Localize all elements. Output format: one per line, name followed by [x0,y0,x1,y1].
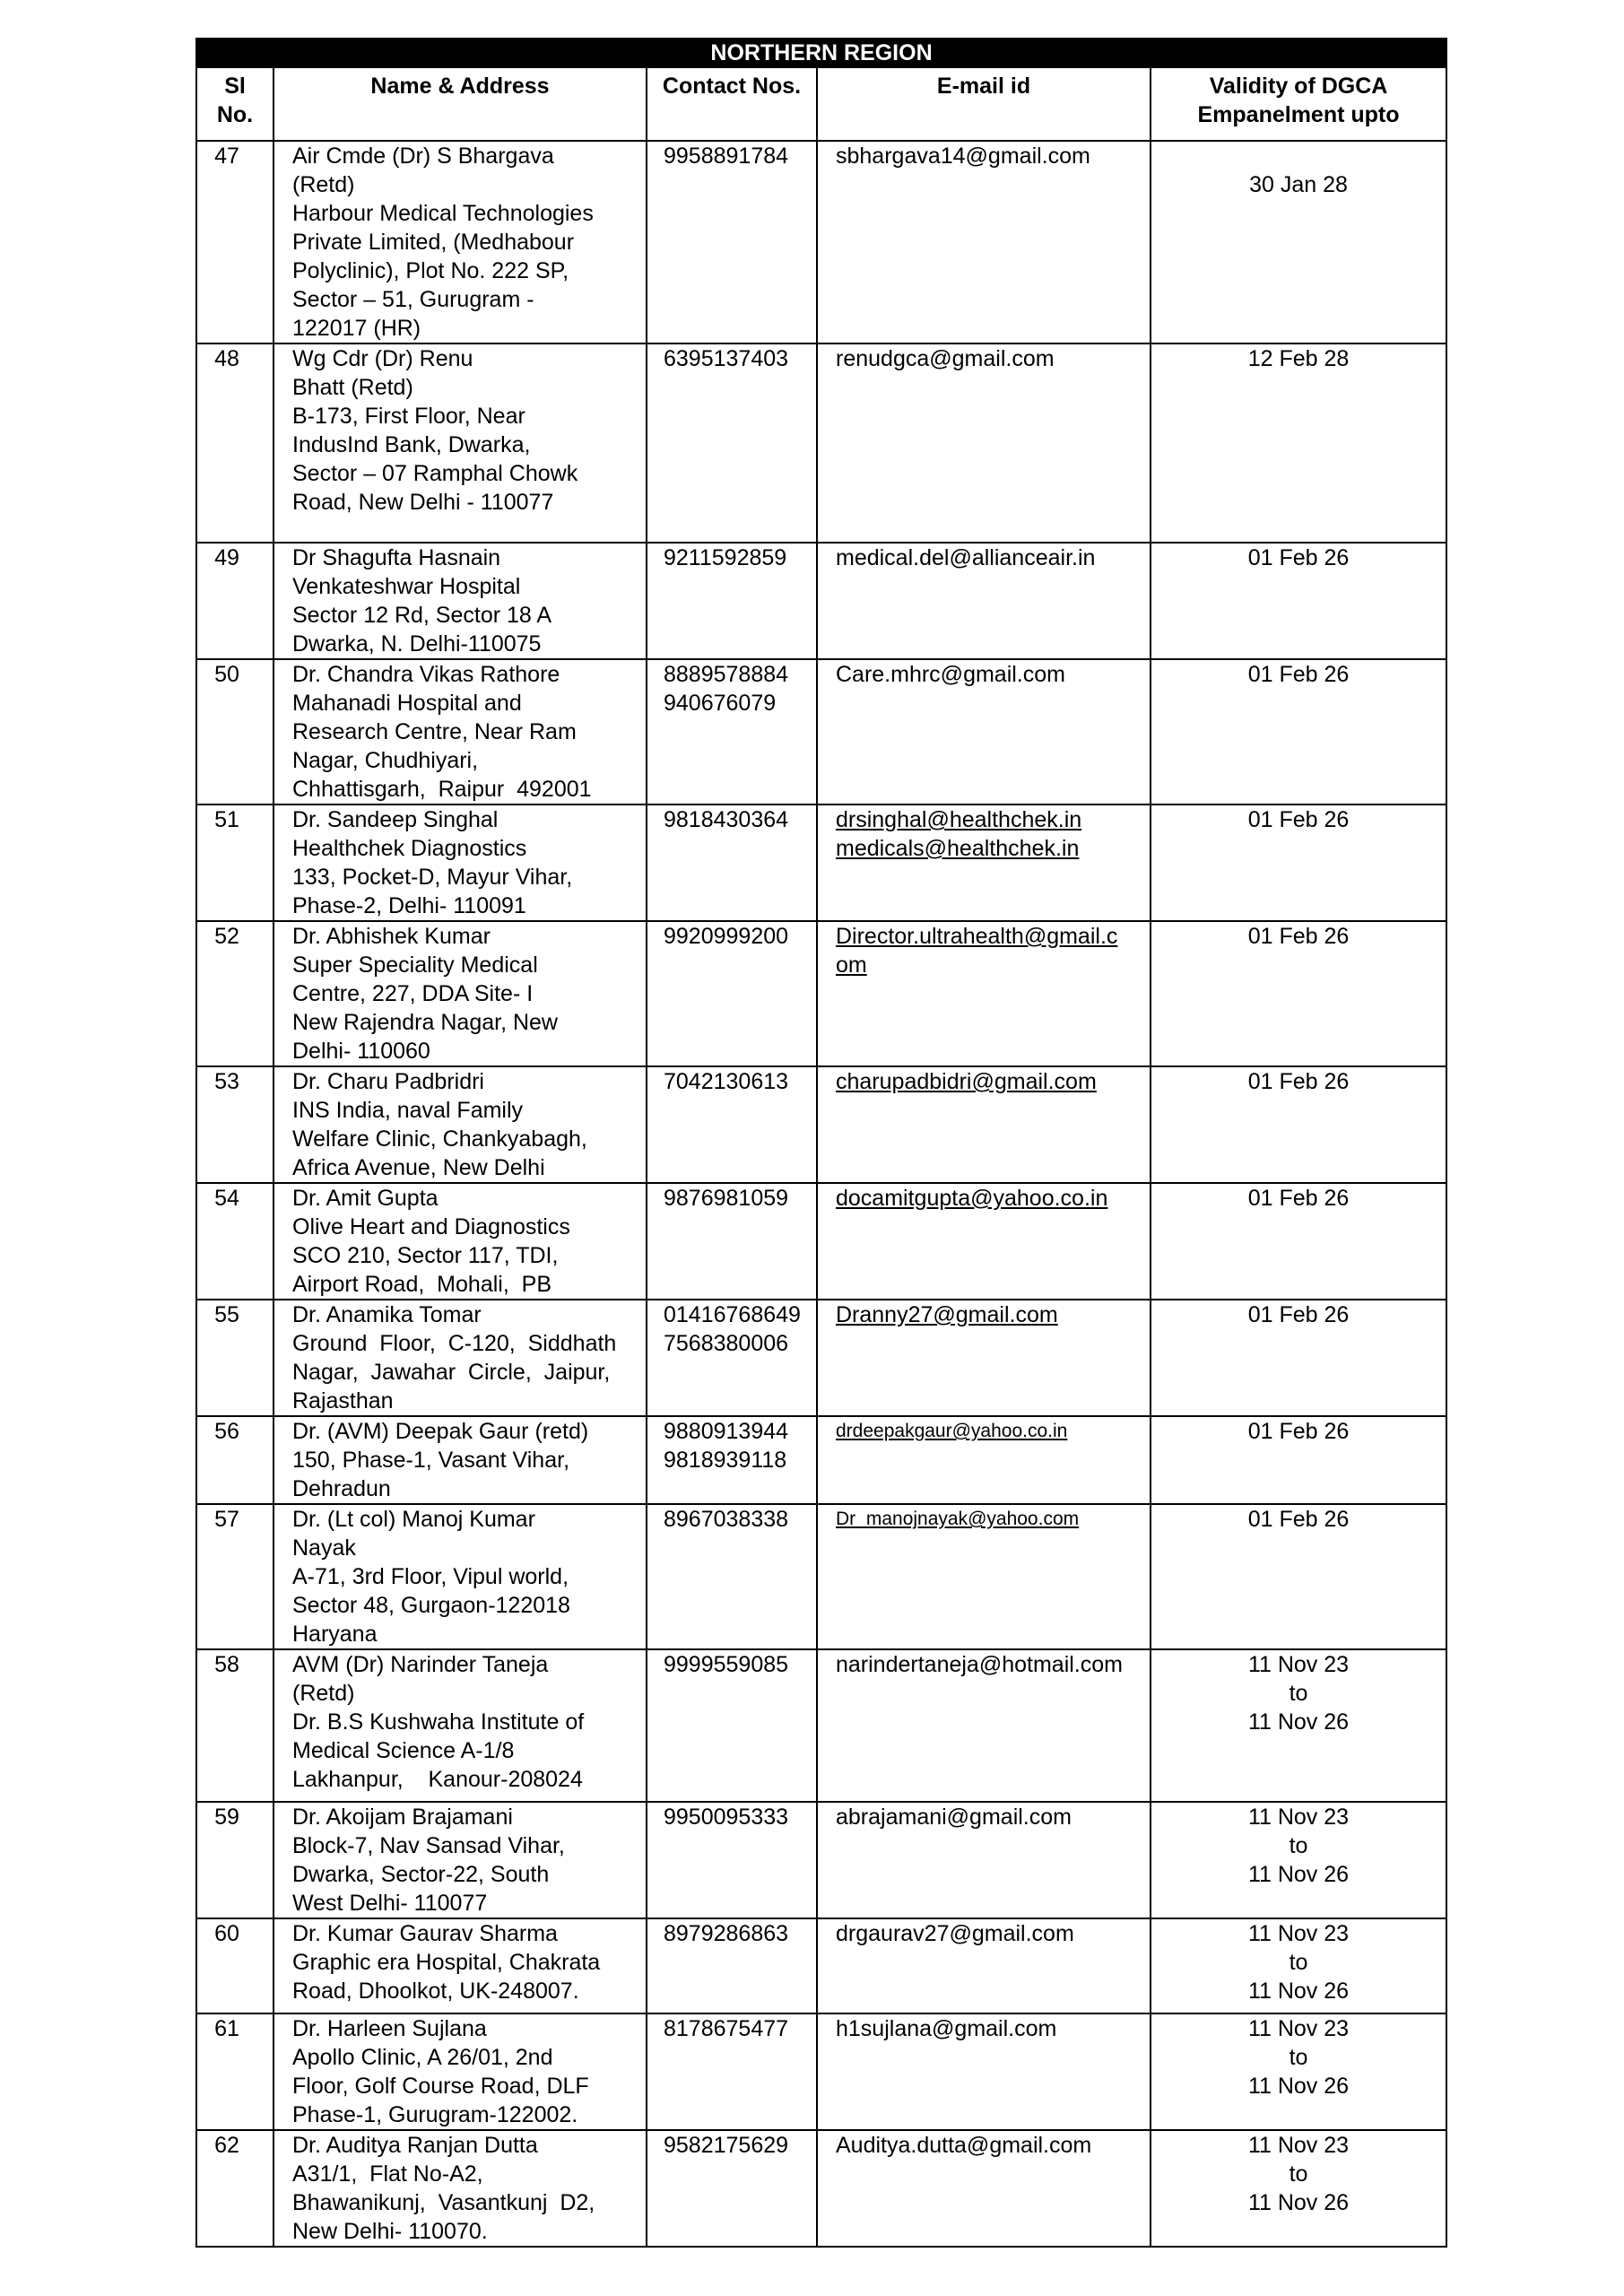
table-row [196,659,1446,804]
name-line: Mahanadi Hospital and [292,691,522,716]
contact-line: 9818430364 [664,807,789,832]
cell-email [817,804,1151,921]
contact-line: 940676079 [664,691,777,716]
cell-validity [1151,1504,1446,1649]
email-line: h1sujlana@gmail.com [836,2016,1057,2041]
cell-validity [1151,344,1446,543]
name-line: A31/1, Flat No-A2, [292,2161,483,2187]
cell-sl-no: 48 [196,344,274,543]
cell-validity [1151,141,1446,344]
name-line: Bhatt (Retd) [292,375,413,400]
cell-name-address [274,1504,647,1649]
cell-validity [1151,1416,1446,1504]
cell-validity [1151,1183,1446,1300]
table-row [196,1066,1446,1183]
name-line: Nagar, Chudhiyari, [292,748,479,773]
cell-sl-no: 50 [196,659,274,804]
name-line: Block-7, Nav Sansad Vihar, [292,1833,565,1858]
name-line: Polyclinic), Plot No. 222 SP, [292,258,569,283]
contact-line: 7568380006 [664,1331,789,1356]
name-line: Dr Shagufta Hasnain [292,545,501,570]
cell-contact [647,1066,817,1183]
cell-validity [1151,1802,1446,1918]
name-line: Centre, 227, DDA Site- I [292,981,534,1006]
email-line: Auditya.dutta@gmail.com [836,2133,1092,2158]
email-line: Care.mhrc@gmail.com [836,662,1065,687]
table-body [196,141,1446,2247]
validity-line: 11 Nov 23 [1247,2016,1350,2041]
cell-sl-no: 58 [196,1649,274,1802]
name-line: Rajasthan [292,1388,394,1413]
email-line: drgaurav27@gmail.com [836,1921,1074,1946]
table-row [196,804,1446,921]
cell-contact [647,543,817,659]
table-row [196,1649,1446,1802]
cell-validity [1151,1649,1446,1802]
validity-line: 01 Feb 26 [1247,545,1350,570]
cell-email [817,659,1151,804]
contact-line: 9958891784 [664,144,789,169]
name-line: Nagar, Jawahar Circle, Jaipur, [292,1360,611,1385]
cell-name-address [274,1183,647,1300]
name-line: (Retd) [292,1681,355,1706]
document-page [195,38,1446,2248]
name-line: Harbour Medical Technologies [292,201,594,226]
email-line: renudgca@gmail.com [836,346,1055,371]
cell-sl-no: 51 [196,804,274,921]
cell-validity [1151,2130,1446,2247]
email-line: abrajamani@gmail.com [836,1805,1072,1830]
cell-name-address [274,141,647,344]
cell-name-address [274,921,647,1066]
email-line[interactable]: Dr_manojnayak@yahoo.com [836,1509,1080,1529]
name-line: Dr. Sandeep Singhal [292,807,499,832]
contact-line: 8979286863 [664,1921,789,1946]
validity-line: 30 Jan 28 [1249,172,1348,197]
cell-email [817,2013,1151,2130]
cell-sl-no: 53 [196,1066,274,1183]
cell-email [817,1300,1151,1416]
validity-line: 11 Nov 23 [1247,1805,1350,1830]
name-line: Dr. Charu Padbridri [292,1069,484,1094]
validity-line [1151,142,1446,170]
name-line: 122017 (HR) [292,316,421,341]
validity-line: to [1289,2161,1308,2187]
cell-name-address [274,804,647,921]
cell-validity [1151,804,1446,921]
cell-name-address [274,1066,647,1183]
name-line: 133, Pocket-D, Mayur Vihar, [292,865,573,890]
table-row [196,1504,1446,1649]
validity-line: 01 Feb 26 [1247,1186,1350,1211]
cell-contact [647,141,817,344]
email-line: medical.del@allianceair.in [836,545,1096,570]
name-line: Private Limited, (Medhabour [292,230,575,255]
table-row [196,1416,1446,1504]
validity-line: 01 Feb 26 [1247,1419,1350,1444]
name-line: AVM (Dr) Narinder Taneja [292,1652,549,1677]
cell-sl-no: 59 [196,1802,274,1918]
cell-name-address [274,1918,647,2013]
name-line: Research Centre, Near Ram [292,719,577,744]
cell-contact [647,1802,817,1918]
cell-contact [647,344,817,543]
name-line: Dwarka, Sector-22, South [292,1862,550,1887]
contact-line: 9880913944 [664,1419,789,1444]
validity-line: 11 Nov 23 [1247,1652,1350,1677]
name-line: Welfare Clinic, Chankyabagh, [292,1126,587,1152]
email-line[interactable]: Director.ultrahealth@gmail.c [836,924,1118,949]
name-line: Dr. (Lt col) Manoj Kumar [292,1507,535,1532]
contact-line: 7042130613 [664,1069,789,1094]
contact-line: 9211592859 [664,545,787,570]
cell-sl-no: 47 [196,141,274,344]
header-contact: Contact Nos. [647,67,817,141]
table-row [196,1300,1446,1416]
cell-contact [647,1649,817,1802]
name-line: West Delhi- 110077 [292,1891,488,1916]
email-line[interactable]: charupadbidri@gmail.com [836,1069,1097,1094]
cell-email [817,1802,1151,1918]
name-line: Apollo Clinic, A 26/01, 2nd [292,2045,553,2070]
name-line: Dr. Kumar Gaurav Sharma [292,1921,558,1946]
cell-validity [1151,1066,1446,1183]
table-row [196,1918,1446,2013]
header-name-address: Name & Address [274,67,647,141]
region-title: NORTHERN REGION [196,39,1446,67]
name-line: Road, New Delhi - 110077 [292,490,554,515]
cell-name-address [274,659,647,804]
name-line: Air Cmde (Dr) S Bhargava [292,144,554,169]
cell-contact [647,1416,817,1504]
cell-validity [1151,1918,1446,2013]
cell-email [817,1183,1151,1300]
name-line: Dr. Amit Gupta [292,1186,439,1211]
cell-email [817,344,1151,543]
contact-line: 9950095333 [664,1805,789,1830]
cell-name-address [274,1802,647,1918]
cell-name-address [274,2130,647,2247]
validity-line: to [1289,2045,1308,2070]
table-row [196,1802,1446,1918]
name-line: Sector – 51, Gurugram - [292,287,534,312]
validity-line: 01 Feb 26 [1247,807,1350,832]
cell-contact [647,1183,817,1300]
name-line: Africa Avenue, New Delhi [292,1155,545,1180]
table-row [196,543,1446,659]
cell-validity [1151,659,1446,804]
cell-sl-no: 54 [196,1183,274,1300]
name-line: Dwarka, N. Delhi-110075 [292,631,542,657]
cell-contact [647,1504,817,1649]
name-line: Dr. Chandra Vikas Rathore [292,662,560,687]
validity-line: 01 Feb 26 [1247,662,1350,687]
cell-name-address [274,344,647,543]
cell-validity [1151,1300,1446,1416]
cell-email [817,1918,1151,2013]
cell-sl-no: 55 [196,1300,274,1416]
table-row [196,921,1446,1066]
validity-line: 12 Feb 28 [1247,346,1350,371]
validity-line: to [1289,1833,1308,1858]
cell-name-address [274,1300,647,1416]
contact-line: 6395137403 [664,346,789,371]
cell-name-address [274,1649,647,1802]
name-line: Dr. Harleen Sujlana [292,2016,487,2041]
validity-line: 11 Nov 23 [1247,1921,1350,1946]
cell-name-address [274,543,647,659]
validity-line: 01 Feb 26 [1247,1069,1350,1094]
cell-validity [1151,2013,1446,2130]
contact-line: 9582175629 [664,2133,789,2158]
contact-line: 9999559085 [664,1652,789,1677]
name-line: Nayak [292,1535,356,1561]
name-line: Graphic era Hospital, Chakrata [292,1950,601,1975]
name-line: Lakhanpur, Kanour-208024 [292,1767,583,1792]
name-line: Healthchek Diagnostics [292,836,527,861]
cell-sl-no: 57 [196,1504,274,1649]
cell-email [817,141,1151,344]
name-line: Dr. (AVM) Deepak Gaur (retd) [292,1419,589,1444]
cell-sl-no: 52 [196,921,274,1066]
contact-line: 9920999200 [664,924,789,949]
header-row [196,67,1446,141]
name-line: Dr. Abhishek Kumar [292,924,491,949]
name-line: Floor, Golf Course Road, DLF [292,2074,589,2099]
cell-validity [1151,921,1446,1066]
name-line: Dehradun [292,1476,391,1501]
validity-line: 01 Feb 26 [1247,924,1350,949]
contact-line: 9876981059 [664,1186,789,1211]
name-line: IndusInd Bank, Dwarka, [292,432,531,457]
name-line: Dr. Akoijam Brajamani [292,1805,513,1830]
name-line: Chhattisgarh, Raipur 492001 [292,777,592,802]
cell-sl-no: 62 [196,2130,274,2247]
cell-email [817,543,1151,659]
email-line[interactable]: drsinghal@healthchek.in [836,807,1082,832]
cell-email [817,921,1151,1066]
email-line[interactable]: docamitgupta@yahoo.co.in [836,1186,1108,1211]
email-line: sbhargava14@gmail.com [836,144,1090,169]
email-line[interactable]: om [836,952,867,978]
header-sl-no: Sl No. [196,67,274,141]
validity-line: 01 Feb 26 [1247,1507,1350,1532]
table-row [196,2130,1446,2247]
validity-line: 11 Nov 26 [1247,2074,1350,2099]
email-line[interactable]: drdeepakgaur@yahoo.co.in [836,1421,1068,1441]
table-row [196,344,1446,543]
table-row [196,2013,1446,2130]
validity-line: to [1289,1950,1308,1975]
name-line: (Retd) [292,172,355,197]
name-line: Phase-1, Gurugram-122002. [292,2102,578,2127]
name-line: Dr. Anamika Tomar [292,1302,482,1327]
contact-line: 01416768649 [664,1302,801,1327]
cell-email [817,2130,1151,2247]
name-line: Phase-2, Delhi- 110091 [292,893,526,918]
name-line: Road, Dhoolkot, UK-248007. [292,1979,579,2004]
validity-line: 11 Nov 26 [1247,1709,1350,1735]
name-line: Ground Floor, C-120, Siddhath [292,1331,617,1356]
name-line: Venkateshwar Hospital [292,574,521,599]
name-line: Airport Road, Mohali, PB [292,1272,552,1297]
contact-line: 9818939118 [664,1448,787,1473]
contact-line: 8889578884 [664,662,789,687]
name-line: Dr. B.S Kushwaha Institute of [292,1709,585,1735]
name-line: Sector – 07 Ramphal Chowk [292,461,578,486]
validity-line: to [1289,1681,1308,1706]
name-line: 150, Phase-1, Vasant Vihar, [292,1448,570,1473]
contact-line: 8178675477 [664,2016,789,2041]
cell-email [817,1649,1151,1802]
email-line[interactable]: Dranny27@gmail.com [836,1302,1058,1327]
name-line: Haryana [292,1622,378,1647]
cell-contact [647,1918,817,2013]
cell-contact [647,659,817,804]
header-validity: Validity of DGCA Empanelment upto [1151,67,1446,141]
table-row [196,1183,1446,1300]
cell-email [817,1066,1151,1183]
cell-sl-no: 56 [196,1416,274,1504]
cell-contact [647,921,817,1066]
validity-line: 11 Nov 26 [1247,1979,1350,2004]
name-line: Delhi- 110060 [292,1039,430,1064]
name-line: Medical Science A-1/8 [292,1738,515,1763]
contact-line: 8967038338 [664,1507,789,1532]
name-line: Super Speciality Medical [292,952,538,978]
cell-sl-no: 49 [196,543,274,659]
validity-line: 11 Nov 26 [1247,1862,1350,1887]
name-line: Wg Cdr (Dr) Renu [292,346,473,371]
validity-line: 11 Nov 23 [1247,2133,1350,2158]
cell-sl-no: 61 [196,2013,274,2130]
name-line: INS India, naval Family [292,1098,524,1123]
validity-line: 01 Feb 26 [1247,1302,1350,1327]
cell-contact [647,2130,817,2247]
name-line: Olive Heart and Diagnostics [292,1214,570,1239]
empanelment-table [195,38,1447,2248]
name-line: Bhawanikunj, Vasantkunj D2, [292,2190,595,2215]
name-line: New Rajendra Nagar, New [292,1010,558,1035]
cell-contact [647,2013,817,2130]
cell-email [817,1416,1151,1504]
name-line: Dr. Auditya Ranjan Dutta [292,2133,538,2158]
header-email: E-mail id [817,67,1151,141]
cell-contact [647,804,817,921]
cell-sl-no: 60 [196,1918,274,2013]
email-line: narindertaneja@hotmail.com [836,1652,1123,1677]
cell-validity [1151,543,1446,659]
validity-line: 11 Nov 26 [1247,2190,1350,2215]
cell-name-address [274,1416,647,1504]
table-row [196,141,1446,344]
name-line: SCO 210, Sector 117, TDI, [292,1243,559,1268]
name-line: Sector 12 Rd, Sector 18 A [292,603,552,628]
cell-contact [647,1300,817,1416]
name-line: A-71, 3rd Floor, Vipul world, [292,1564,569,1589]
cell-name-address [274,2013,647,2130]
name-line: New Delhi- 110070. [292,2219,488,2244]
name-line: Sector 48, Gurgaon-122018 [292,1593,570,1618]
email-line[interactable]: medicals@healthchek.in [836,836,1080,861]
cell-email [817,1504,1151,1649]
name-line: B-173, First Floor, Near [292,404,525,429]
